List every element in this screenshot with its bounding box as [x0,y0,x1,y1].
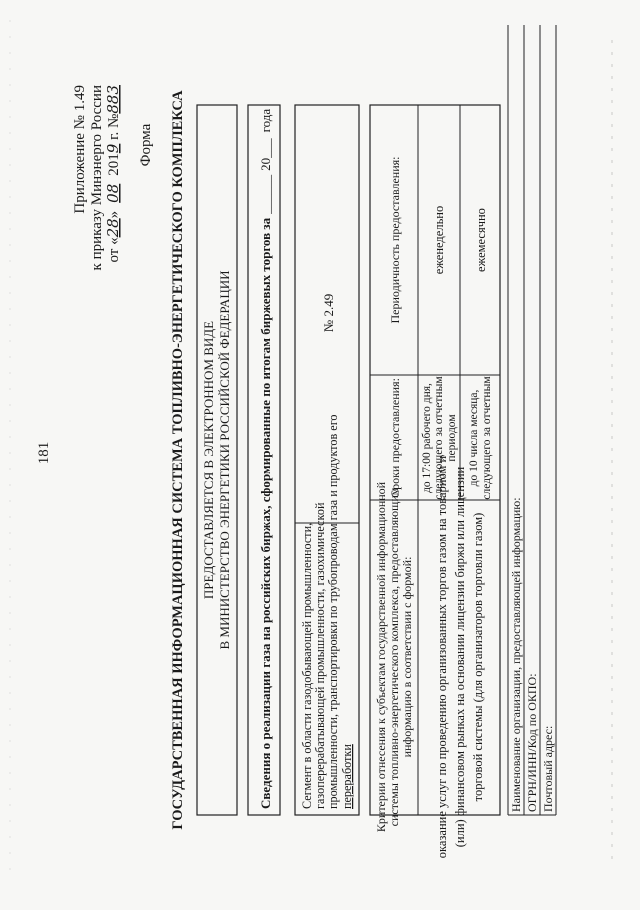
org-address-label: Почтовый адрес: [541,725,555,812]
submit-box-line1: ПРЕДОСТАВЛЯЕТСЯ В ЭЛЕКТРОННОМ ВИДЕ [201,320,216,600]
segment-line3: промышленности, транспортировки по трубопроводам газа и продуктов его [326,414,340,809]
handwritten-order-number: 883 [104,85,122,114]
handwritten-year-digit: 9 [104,143,122,154]
report-title: Сведения о реализации газа на российских биржах, сформированные по итогам биржевых торгов за______20___года [258,108,273,809]
period-monthly: ежемесячно [474,208,488,272]
criteria-header-line1: Критерии отнесения к субъектам государственной информационной [374,481,388,833]
form-label: Форма [138,123,154,167]
deadline-monthly-line1: до 10 числа месяца, [468,389,480,487]
criteria-text-line3: торговой системы (для организаторов торговли газом) [471,512,485,802]
segment-line2: газоперерабатывающей промышленности, газохимической [313,502,327,809]
submit-box-line2: В МИНИСТЕРСТВО ЭНЕРГЕТИКИ РОССИЙСКОЙ ФЕДЕРАЦИИ [217,270,232,650]
appendix-order-ref: к приказу Минэнерго России [89,85,105,271]
period-weekly: еженедельно [432,205,446,275]
org-name-label: Наименование организации, предоставляющей информацию: [509,497,523,812]
deadline-weekly-line1: до 17:00 рабочего дня, [421,383,433,493]
criteria-header-line2: системы топливно-энергетического комплекса, предоставляющим [387,487,401,827]
handwritten-day: 28 [104,218,122,238]
criteria-table [370,105,500,858]
criteria-text-line2: (или) финансовом рынках на основании лицензии биржи или лицензии [453,466,467,848]
criteria-text-line1: оказание услуг по проведению организованных торгов газом на товарном и [435,455,449,859]
deadline-weekly-line2: следующего за отчетным [433,376,445,500]
page-number: 181 [36,441,52,465]
main-title: ГОСУДАРСТВЕННАЯ ИНФОРМАЦИОННАЯ СИСТЕМА ТОПЛИВНО-ЭНЕРГЕТИЧЕСКОГО КОМПЛЕКСА [170,90,186,830]
deadline-weekly-line3: периодом [446,414,458,462]
period-header: Периодичность предоставления: [388,156,402,324]
segment-number: № 2.49 [321,293,336,333]
deadline-monthly-line2: следующего за отчетным [481,376,493,500]
appendix-order-date: от «28»082019 г. №883 [104,85,122,263]
segment-line1: Сегмент в области газодобывающей промышленности, [300,522,314,809]
deadline-header: Сроки предоставления: [388,378,402,498]
criteria-header-line3: информацию в соответствии с формой: [400,556,414,758]
org-ogrn-label: ОГРН/ИНН/Код по ОКПО: [525,673,539,812]
appendix-title: Приложение № 1.49 [72,85,88,214]
handwritten-month: 08 [104,183,122,203]
segment-line4: переработки [340,744,354,809]
